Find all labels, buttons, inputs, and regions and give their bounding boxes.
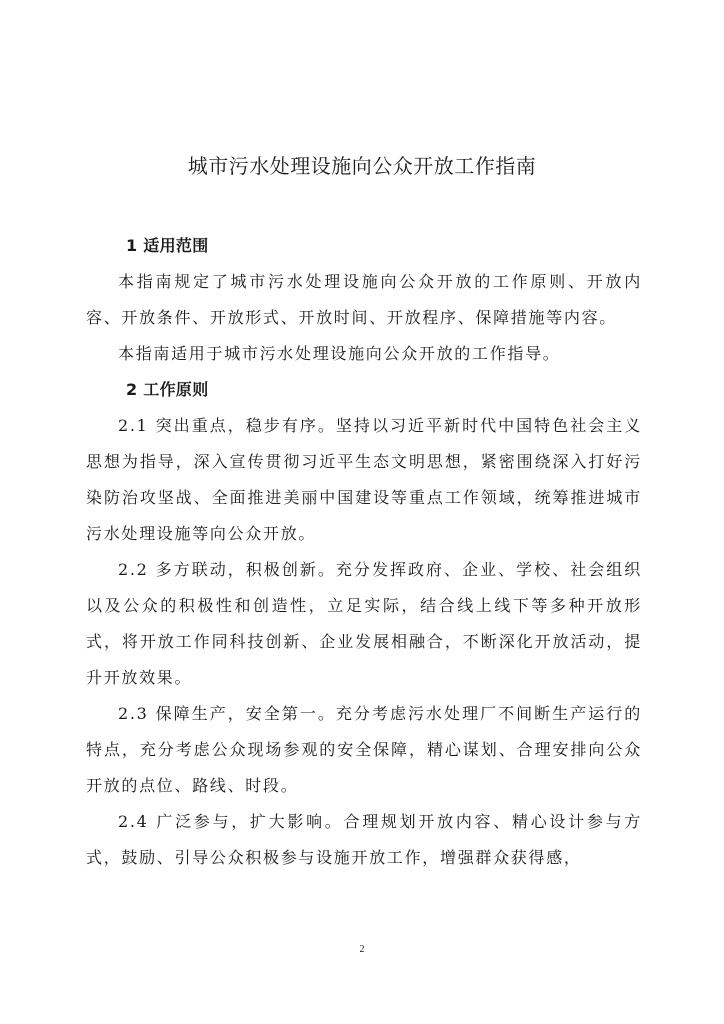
paragraph-scope-1: 本指南规定了城市污水处理设施向公众开放的工作原则、开放内容、开放条件、开放形式、开放时间、开放程序、保障措施等内容。: [86, 272, 642, 327]
paragraph-principle-2-2: 2.2 多方联动，积极创新。充分发挥政府、企业、学校、社会组织以及公众的积极性和创造性，立足实际，结合线上线下等多种开放形式，将开放工作同科技创新、企业发展相融合，不断深化开放活动，提升开放效果。: [86, 560, 642, 687]
paragraph-principle-2-4: 2.4 广泛参与，扩大影响。合理规划开放内容、精心设计参与方式，鼓励、引导公众积极参与设施开放工作，增强群众获得感，: [86, 812, 642, 867]
section-heading-principles: 2 工作原则: [126, 380, 209, 399]
paragraph-principle-2-1: 2.1 突出重点，稳步有序。坚持以习近平新时代中国特色社会主义思想为指导，深入宣传贯彻习近平生态文明思想，紧密围绕深入打好污染防治攻坚战、全面推进美丽中国建设等重点工作领域，统筹推进城市污水处理设施等向公众开放。: [86, 416, 642, 543]
section-heading-scope: 1 适用范围: [126, 236, 209, 255]
document-title: 城市污水处理设施向公众开放工作指南: [187, 154, 537, 178]
paragraph-principle-2-3: 2.3 保障生产，安全第一。充分考虑污水处理厂不间断生产运行的特点，充分考虑公众现场参观的安全保障，精心谋划、合理安排向公众开放的点位、路线、时段。: [86, 704, 642, 795]
paragraph-scope-2: 本指南适用于城市污水处理设施向公众开放的工作指导。: [118, 344, 561, 363]
document-body: [86, 228, 642, 876]
page-number: 2: [359, 944, 365, 955]
